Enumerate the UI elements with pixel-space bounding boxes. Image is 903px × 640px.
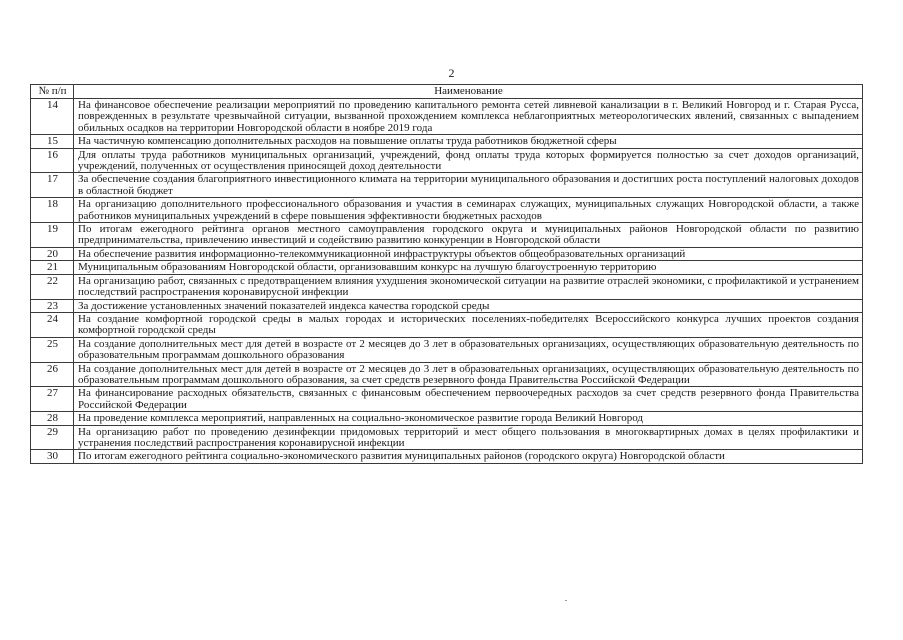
table-row bbox=[31, 148, 863, 173]
table-row bbox=[31, 450, 863, 463]
table-row bbox=[31, 387, 863, 412]
table-row bbox=[31, 312, 863, 337]
page-number: 2 bbox=[448, 66, 455, 80]
table-row bbox=[31, 198, 863, 223]
table-row bbox=[31, 223, 863, 248]
row-number: 18 bbox=[31, 198, 74, 223]
row-number: 25 bbox=[31, 337, 74, 362]
column-header-name: Наименование bbox=[74, 85, 863, 99]
table-row bbox=[31, 274, 863, 299]
row-number: 17 bbox=[31, 173, 74, 198]
row-name: На организацию работ, связанных с предотвращением влияния ухудшения экономической ситуации на развитие отраслей экономики, с профилактикой и устранением последствий распространения коронавирусной инфекции bbox=[74, 274, 863, 299]
column-header-number: № п/п bbox=[31, 85, 74, 99]
table-row bbox=[31, 173, 863, 198]
row-name: На создание комфортной городской среды в малых городах и исторических поселениях-победителях Всероссийского конкурса лучших проектов создания комфортной городской среды bbox=[74, 312, 863, 337]
table-row bbox=[31, 99, 863, 135]
table-row bbox=[31, 337, 863, 362]
row-name: По итогам ежегодного рейтинга социально-экономического развития муниципальных районов (городского округа) Новгородской области bbox=[74, 450, 863, 463]
row-name: На проведение комплекса мероприятий, направленных на социально-экономическое развитие города Великий Новгород bbox=[74, 412, 863, 425]
scan-speck bbox=[565, 600, 567, 601]
table-body bbox=[31, 99, 863, 464]
row-number: 26 bbox=[31, 362, 74, 387]
row-number: 19 bbox=[31, 223, 74, 248]
table-row bbox=[31, 247, 863, 260]
row-name: За обеспечение создания благоприятного инвестиционного климата на территории муниципального образования и достигших роста поступлений налоговых доходов в областной бюджет bbox=[74, 173, 863, 198]
row-name: На финансовое обеспечение реализации мероприятий по проведению капитального ремонта сетей ливневой канализации в г. Великий Новгород и г. Старая Русса, поврежденных в результате чрезвычайной ситуации, вызванной прохождением комплекса неблагоприятных метеорологических явлений, связанных с выпадением обильных осадков на территории Новгородской области в ноябре 2019 года bbox=[74, 99, 863, 135]
row-number: 30 bbox=[31, 450, 74, 463]
row-number: 20 bbox=[31, 247, 74, 260]
table-row bbox=[31, 261, 863, 274]
row-number: 21 bbox=[31, 261, 74, 274]
allocation-table bbox=[30, 84, 863, 464]
row-number: 28 bbox=[31, 412, 74, 425]
row-number: 29 bbox=[31, 425, 74, 450]
row-name: Муниципальным образованиям Новгородской области, организовавшим конкурс на лучшую благоустроенную территорию bbox=[74, 261, 863, 274]
row-name: На организацию работ по проведению дезинфекции придомовых территорий и мест общего пользования в многоквартирных домах в целях профилактики и устранения последствий распространения коронавирусной инфекции bbox=[74, 425, 863, 450]
table-row bbox=[31, 362, 863, 387]
row-number: 14 bbox=[31, 99, 74, 135]
row-name: На обеспечение развития информационно-телекоммуникационной инфраструктуры объектов общеобразовательных организаций bbox=[74, 247, 863, 260]
row-number: 22 bbox=[31, 274, 74, 299]
row-number: 24 bbox=[31, 312, 74, 337]
table-row bbox=[31, 299, 863, 312]
row-name: На создание дополнительных мест для детей в возрасте от 2 месяцев до 3 лет в образовательных организациях, осуществляющих образовательную деятельность по образовательным программам дошкольного образования bbox=[74, 337, 863, 362]
row-name: На частичную компенсацию дополнительных расходов на повышение оплаты труда работников бюджетной сферы bbox=[74, 135, 863, 148]
row-name: Для оплаты труда работников муниципальных организаций, учреждений, фонд оплаты труда которых формируется полностью за счет доходов организаций, учреждений, полученных от осуществления приносящей доход деятельности bbox=[74, 148, 863, 173]
table-row bbox=[31, 412, 863, 425]
row-name: На финансирование расходных обязательств, связанных с финансовым обеспечением первоочередных расходов за счет средств резервного фонда Правительства Российской Федерации bbox=[74, 387, 863, 412]
row-number: 23 bbox=[31, 299, 74, 312]
row-number: 27 bbox=[31, 387, 74, 412]
row-name: На организацию дополнительного профессионального образования и участия в семинарах служащих, муниципальных служащих Новгородской области, а также работников муниципальных учреждений в сфере повышения эффективности бюджетных расходов bbox=[74, 198, 863, 223]
table-row bbox=[31, 135, 863, 148]
table-header-row bbox=[31, 85, 863, 99]
row-number: 15 bbox=[31, 135, 74, 148]
row-name: По итогам ежегодного рейтинга органов местного самоуправления городского округа и муниципальных районов Новгородской области по развитию предпринимательства, привлечению инвестиций и содействию развитию конкуренции в Новгородской области bbox=[74, 223, 863, 248]
row-number: 16 bbox=[31, 148, 74, 173]
row-name: За достижение установленных значений показателей индекса качества городской среды bbox=[74, 299, 863, 312]
row-name: На создание дополнительных мест для детей в возрасте от 2 месяцев до 3 лет в образовательных организациях, осуществляющих образовательную деятельность по образовательным программам дошкольного образования, за счет средств резервного фонда Правительства Российской Федерации bbox=[74, 362, 863, 387]
table-row bbox=[31, 425, 863, 450]
